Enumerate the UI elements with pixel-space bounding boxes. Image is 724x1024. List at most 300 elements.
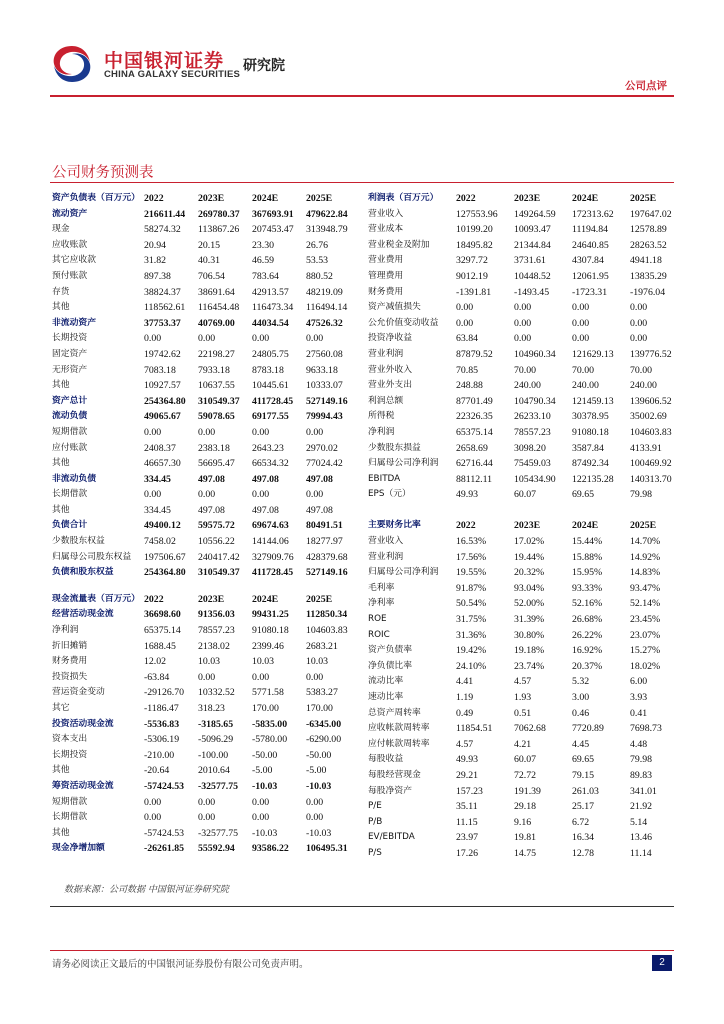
value-cell: 72.72 [514, 769, 537, 781]
value-cell: 35.11 [456, 801, 478, 813]
value-cell: 18.02% [630, 660, 661, 672]
value-cell: -50.00 [252, 749, 278, 761]
value-cell: 36698.60 [144, 609, 181, 621]
value-cell: 4133.91 [630, 442, 662, 454]
value-cell: -5.00 [252, 765, 273, 777]
value-cell: 104603.83 [306, 625, 348, 637]
value-cell: 2022 [456, 520, 476, 532]
value-cell: 24805.75 [252, 348, 289, 360]
table-row [52, 717, 358, 733]
value-cell: 50.54% [456, 598, 487, 610]
value-cell: 3098.20 [514, 442, 546, 454]
table-row [52, 472, 358, 488]
table-row [368, 425, 674, 441]
value-cell: 15.95% [572, 567, 603, 579]
value-cell: 139606.52 [630, 395, 672, 407]
value-cell: -57424.53 [144, 780, 185, 792]
table-row [52, 550, 358, 566]
value-cell: 2024E [572, 193, 599, 204]
value-cell: -100.00 [198, 749, 229, 761]
value-cell: 112850.34 [306, 609, 348, 621]
table-row [52, 269, 358, 285]
value-cell: 240.00 [630, 380, 657, 392]
value-cell: 0.00 [252, 333, 270, 345]
value-cell: 88112.11 [456, 473, 493, 485]
value-cell: 7698.73 [630, 723, 662, 735]
value-cell: -6345.00 [306, 718, 342, 730]
value-cell: 497.08 [306, 504, 333, 516]
table-row [368, 784, 674, 800]
value-cell: 116494.14 [306, 302, 348, 314]
row-label: 公允价值变动收益 [368, 317, 439, 328]
value-cell: 20.32% [514, 567, 545, 579]
value-cell: 80491.51 [306, 520, 343, 532]
value-cell: -5096.29 [198, 734, 234, 746]
value-cell: 2010.64 [198, 765, 230, 777]
value-cell: 14144.06 [252, 536, 289, 548]
table-row [52, 316, 358, 332]
row-label: 其他 [52, 380, 70, 391]
value-cell: 10.03 [252, 656, 275, 668]
value-cell: -10.03 [306, 827, 332, 839]
value-cell: 31.75% [456, 614, 487, 626]
table-row [368, 409, 674, 425]
value-cell: 79994.43 [306, 411, 343, 423]
value-cell: 2025E [630, 193, 657, 204]
row-label: 长期借款 [52, 812, 88, 823]
value-cell: 24640.85 [572, 239, 609, 251]
value-cell: 99431.25 [252, 609, 289, 621]
value-cell: 0.00 [456, 302, 474, 314]
table-row [368, 659, 674, 675]
value-cell: 104790.34 [514, 395, 556, 407]
value-cell: 66534.32 [252, 458, 289, 470]
value-cell: 69.65 [572, 489, 595, 501]
table-row [52, 222, 358, 238]
table-row [368, 628, 674, 644]
row-label: 营业费用 [368, 255, 404, 266]
value-cell: 59575.72 [198, 520, 235, 532]
row-label: 投资活动现金流 [52, 718, 114, 729]
value-cell: 12.02 [144, 656, 167, 668]
value-cell: 60.07 [514, 489, 537, 501]
value-cell: -50.00 [306, 749, 332, 761]
empty-cell [52, 581, 144, 592]
value-cell: 87701.49 [456, 395, 493, 407]
value-cell: 79.15 [572, 769, 595, 781]
value-cell: 248.88 [456, 380, 483, 392]
value-cell: 19742.62 [144, 348, 181, 360]
table-row [52, 779, 358, 795]
value-cell: 56695.47 [198, 458, 235, 470]
empty-cell [368, 503, 456, 519]
value-cell: 334.45 [144, 473, 171, 485]
value-cell: 52.14% [630, 598, 661, 610]
value-cell: 10556.22 [198, 536, 235, 548]
value-cell: 121629.13 [572, 348, 614, 360]
value-cell: 116473.34 [252, 302, 294, 314]
table-row [52, 238, 358, 254]
value-cell: 53.53 [306, 255, 329, 267]
table-row [52, 363, 358, 379]
value-cell: 2408.37 [144, 442, 176, 454]
row-label: 流动比率 [368, 676, 404, 687]
value-cell: 2643.23 [252, 442, 284, 454]
table-row [52, 795, 358, 811]
value-cell: 75459.03 [514, 458, 551, 470]
table-row [52, 456, 358, 472]
value-cell: 2970.02 [306, 442, 338, 454]
value-cell: 2023E [514, 193, 541, 204]
value-cell: 19.42% [456, 645, 487, 657]
value-cell: 48219.09 [306, 286, 343, 298]
row-label: 少数股东权益 [52, 536, 105, 547]
value-cell: 87492.34 [572, 458, 609, 470]
row-label: 长期借款 [52, 489, 88, 500]
row-label: 营业收入 [368, 536, 404, 547]
value-cell: 104603.83 [630, 426, 672, 438]
value-cell: 26.76 [306, 239, 329, 251]
table-row [52, 607, 358, 623]
value-cell: 0.00 [252, 796, 270, 808]
table-row [52, 487, 358, 503]
value-cell: 37753.37 [144, 317, 181, 329]
value-cell: 0.00 [198, 489, 216, 501]
value-cell: 91080.18 [572, 426, 609, 438]
value-cell: -1976.04 [630, 286, 666, 298]
row-label: 营运资金变动 [52, 687, 105, 698]
value-cell: 31.82 [144, 255, 167, 267]
value-cell: 157.23 [456, 785, 483, 797]
value-cell: 118562.61 [144, 302, 186, 314]
value-cell: 60.07 [514, 754, 537, 766]
value-cell: -32577.75 [198, 827, 239, 839]
footer-divider [50, 950, 674, 951]
value-cell: -10.03 [306, 780, 332, 792]
value-cell: 18277.97 [306, 536, 343, 548]
row-label: 现金流量表（百万元） [52, 593, 140, 604]
value-cell: 5771.58 [252, 687, 284, 699]
table-row [368, 347, 674, 363]
table-row [368, 581, 674, 597]
value-cell: 14.70% [630, 536, 661, 548]
value-cell: 116454.48 [198, 302, 240, 314]
value-cell: 70.85 [456, 364, 479, 376]
table-row [52, 670, 358, 686]
value-cell: 0.00 [252, 426, 270, 438]
value-cell: -57424.53 [144, 827, 185, 839]
value-cell: 12061.95 [572, 270, 609, 282]
value-cell: 261.03 [572, 785, 599, 797]
row-label: 资本支出 [52, 734, 88, 745]
table-row [52, 409, 358, 425]
row-label: 负债合计 [52, 520, 88, 531]
value-cell: 106495.31 [306, 843, 348, 855]
value-cell: 2024E [572, 520, 599, 532]
table-row [52, 565, 358, 581]
value-cell: 2023E [198, 193, 225, 204]
value-cell: 0.00 [630, 333, 648, 345]
value-cell: 21.92 [630, 801, 653, 813]
disclaimer-text: 请务必阅读正文最后的中国银河证券股份有限公司免责声明。 [52, 959, 309, 970]
table-row [368, 394, 674, 410]
value-cell: 6.72 [572, 816, 590, 828]
value-cell: 49.93 [456, 489, 479, 501]
value-cell: 0.00 [306, 796, 324, 808]
table-row [52, 207, 358, 223]
value-cell: 0.00 [572, 333, 590, 345]
table-row [368, 253, 674, 269]
galaxy-logo-icon [50, 44, 94, 84]
value-cell: 11194.84 [572, 224, 609, 236]
value-cell: 52.16% [572, 598, 603, 610]
value-cell: 93586.22 [252, 843, 289, 855]
table-bottom-rule [50, 906, 674, 907]
value-cell: 20.15 [198, 239, 221, 251]
value-cell: 17.02% [514, 536, 545, 548]
table-row [52, 763, 358, 779]
value-cell: 170.00 [306, 703, 333, 714]
value-cell: 12578.89 [630, 224, 667, 236]
table-row [368, 441, 674, 457]
value-cell: 93.04% [514, 582, 545, 594]
value-cell: 30378.95 [572, 411, 609, 423]
value-cell: 28263.52 [630, 239, 667, 251]
value-cell: -5.00 [306, 765, 327, 777]
value-cell: -1391.81 [456, 286, 492, 298]
value-cell: -6290.00 [306, 734, 342, 746]
table-row [52, 581, 358, 592]
value-cell: 40769.00 [198, 317, 235, 329]
value-cell: 3.00 [572, 692, 590, 703]
table-row [368, 565, 674, 581]
row-label: 毛利率 [368, 582, 395, 593]
table-row [52, 841, 358, 857]
value-cell: 0.00 [456, 317, 474, 329]
value-cell: 0.00 [252, 489, 270, 501]
value-cell: 23.45% [630, 614, 661, 626]
row-label: EBITDA [368, 473, 401, 484]
value-cell: 497.08 [198, 504, 225, 516]
value-cell: 3297.72 [456, 255, 488, 267]
value-cell: 89.83 [630, 769, 653, 781]
value-cell: 7720.89 [572, 723, 604, 735]
value-cell: 65375.14 [456, 426, 493, 438]
value-cell: 197506.67 [144, 551, 186, 563]
value-cell: 6.00 [630, 676, 648, 688]
value-cell: 10093.47 [514, 224, 551, 236]
value-cell: 49.93 [456, 754, 479, 766]
value-cell: 59078.65 [198, 411, 235, 423]
value-cell: 20.37% [572, 660, 603, 672]
row-label: 资产总计 [52, 395, 88, 406]
row-label: 净利润 [368, 426, 395, 437]
logo-english-name: CHINA GALAXY SECURITIES [104, 69, 241, 80]
table-row [368, 238, 674, 254]
row-label: P/B [368, 816, 383, 827]
table-row [52, 701, 358, 717]
value-cell: 0.00 [572, 317, 590, 329]
value-cell: 0.00 [306, 812, 324, 824]
value-cell: 318.23 [198, 703, 225, 714]
data-source-note: 数据来源：公司数据 中国银河证券研究院 [64, 885, 229, 895]
value-cell: 122135.28 [572, 473, 614, 485]
value-cell: 0.51 [514, 707, 532, 719]
value-cell: 2023E [198, 593, 225, 605]
value-cell: -63.84 [144, 671, 170, 683]
value-cell: 23.74% [514, 660, 545, 672]
value-cell: 69.65 [572, 754, 595, 766]
value-cell: 11.15 [456, 816, 478, 828]
value-cell: -5536.83 [144, 718, 180, 730]
value-cell: 254364.80 [144, 395, 186, 407]
value-cell: 52.00% [514, 598, 545, 610]
value-cell: 2399.46 [252, 640, 284, 652]
table-row [368, 300, 674, 316]
value-cell: 65375.14 [144, 625, 181, 637]
value-cell: 79.98 [630, 754, 653, 766]
row-label: 折旧摊销 [52, 640, 88, 651]
table-row [368, 472, 674, 488]
value-cell: 479622.84 [306, 208, 348, 220]
value-cell: 11.14 [630, 847, 652, 859]
value-cell: 93.47% [630, 582, 661, 594]
row-label: 预付账款 [52, 270, 88, 281]
value-cell: 0.00 [198, 796, 216, 808]
value-cell: 31.39% [514, 614, 545, 626]
row-label: 长期投资 [52, 333, 88, 344]
row-label: 现金净增加额 [52, 843, 105, 854]
value-cell: 10637.55 [198, 380, 235, 392]
value-cell: 0.00 [144, 333, 162, 345]
row-label: 每股净资产 [368, 785, 412, 796]
row-label: 利润总额 [368, 395, 404, 406]
value-cell: 254364.80 [144, 567, 186, 579]
row-label: 其它 [52, 703, 70, 713]
institute-name: 研究院 [243, 58, 285, 74]
value-cell: 0.00 [572, 302, 590, 314]
value-cell: 14.83% [630, 567, 661, 579]
value-cell: 4.57 [514, 676, 532, 688]
empty-cell [572, 503, 630, 519]
value-cell: 269780.37 [198, 208, 240, 220]
value-cell: 15.88% [572, 551, 603, 563]
value-cell: 93.33% [572, 582, 603, 594]
value-cell: 0.00 [630, 302, 648, 314]
value-cell: 341.01 [630, 785, 657, 797]
row-label: 归属母公司净利润 [368, 458, 439, 469]
value-cell: 16.53% [456, 536, 487, 548]
row-label: 归属母公司股东权益 [52, 551, 132, 562]
value-cell: 310549.37 [198, 567, 240, 579]
value-cell: 10.03 [306, 656, 329, 668]
value-cell: 78557.23 [198, 625, 235, 637]
table-row [52, 810, 358, 826]
value-cell: 19.81 [514, 832, 537, 844]
value-cell: 4941.18 [630, 255, 662, 267]
value-cell: 40.31 [198, 255, 221, 267]
value-cell: 42913.57 [252, 286, 289, 298]
value-cell: 0.00 [198, 333, 216, 345]
table-row [52, 191, 358, 207]
value-cell: 2025E [630, 520, 657, 532]
value-cell: 2024E [252, 593, 279, 605]
value-cell: 16.34 [572, 832, 595, 844]
value-cell: 216611.44 [144, 208, 186, 220]
value-cell: 29.21 [456, 769, 479, 781]
value-cell: 9012.19 [456, 270, 488, 282]
value-cell: 240.00 [572, 380, 599, 392]
empty-cell [630, 503, 674, 519]
table-row [52, 394, 358, 410]
value-cell: 497.08 [198, 473, 225, 485]
table-row [368, 643, 674, 659]
table-row [368, 534, 674, 550]
value-cell: 197647.02 [630, 208, 672, 220]
value-cell: 20.94 [144, 239, 167, 251]
page-number: 2 [652, 955, 672, 971]
row-label: 负债和股东权益 [52, 567, 114, 578]
row-label: 营业外支出 [368, 380, 412, 391]
table-row [368, 363, 674, 379]
value-cell: 313948.79 [306, 224, 348, 236]
table-row [368, 846, 674, 862]
value-cell: 527149.16 [306, 395, 348, 407]
row-label: 其他 [52, 458, 70, 469]
row-label: 流动负债 [52, 411, 88, 422]
value-cell: 497.08 [306, 473, 333, 485]
table-row [368, 674, 674, 690]
value-cell: 497.08 [252, 504, 279, 516]
value-cell: 70.00 [514, 364, 537, 376]
value-cell: 18495.82 [456, 239, 493, 251]
table-row [368, 612, 674, 628]
empty-cell [514, 503, 572, 519]
logo-chinese-name: 中国银河证券 [104, 50, 225, 72]
value-cell: 7083.18 [144, 364, 176, 376]
value-cell: 29.18 [514, 801, 537, 813]
value-cell: 127553.96 [456, 208, 498, 220]
value-cell: 58274.32 [144, 224, 181, 236]
value-cell: 13835.29 [630, 270, 667, 282]
table-row [368, 768, 674, 784]
value-cell: 7062.68 [514, 723, 546, 735]
row-label: 管理费用 [368, 270, 404, 281]
value-cell: 2383.18 [198, 442, 230, 454]
value-cell: 113867.26 [198, 224, 240, 236]
value-cell: 49400.12 [144, 520, 181, 532]
value-cell: 10445.61 [252, 380, 289, 392]
value-cell: 139776.52 [630, 348, 672, 360]
value-cell: 63.84 [456, 333, 479, 345]
row-label: 其他 [52, 504, 70, 515]
value-cell: 10448.52 [514, 270, 551, 282]
value-cell: 0.00 [514, 317, 532, 329]
row-label: 每股经营现金 [368, 769, 421, 780]
table-row [52, 685, 358, 701]
table-row [52, 639, 358, 655]
value-cell: 47526.32 [306, 317, 343, 329]
row-label: ROIC [368, 629, 390, 640]
value-cell: 497.08 [252, 473, 279, 485]
value-cell: 17.56% [456, 551, 487, 563]
table-row [52, 732, 358, 748]
value-cell: 310549.37 [198, 395, 240, 407]
row-label: 短期借款 [52, 426, 88, 437]
row-label: P/S [368, 847, 382, 858]
row-label: 主要财务比率 [368, 520, 421, 531]
table-row [368, 721, 674, 737]
